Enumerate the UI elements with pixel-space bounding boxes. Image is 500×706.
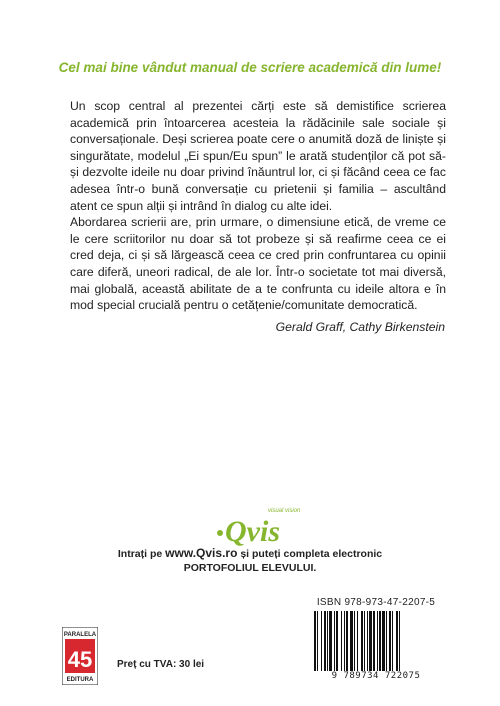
- qvis-info: [0, 546, 500, 575]
- qvis-url[interactable]: www.Qvis.ro: [165, 546, 238, 560]
- author-credit: Gerald Graff, Cathy Birkenstein: [275, 320, 445, 334]
- publisher-line2: EDITURA: [66, 677, 94, 683]
- qvis-logo: [210, 503, 300, 547]
- isbn-number: ISBN 978-973-47-2207-5: [316, 597, 436, 608]
- publisher-number: 45: [67, 647, 93, 672]
- headline: Cel mai bine vândut manual de scriere academică din lume!: [58, 60, 442, 75]
- barcode: [312, 611, 440, 671]
- qvis-brand: Qvis: [225, 515, 280, 547]
- barcode-digits: 9 789734 722075: [331, 671, 421, 681]
- blurb: [70, 98, 446, 314]
- publisher-logo: [62, 627, 98, 685]
- price-label: Preț cu TVA: 30 lei: [117, 659, 205, 670]
- qvis-info-line2: PORTOFOLIUL ELEVULUI.: [183, 562, 317, 574]
- qvis-info-prefix: Intrați pe: [117, 548, 166, 560]
- qvis-info-suffix: și puteți completa electronic: [237, 548, 383, 560]
- publisher-line1: PARALELA: [63, 632, 97, 638]
- blurb-paragraph-1: Un scop central al prezentei cărți este să demistifice scrierea academică prin întoarcerea acesteia la rădăcinile sale sociale și conversaționale. Deși scrierea poate cere o anumită doză de liniște și singurătate, modelul „Ei spun/Eu spun” le arată studenților că pot să-și dezvolte ideile nu doar privind înăuntrul lor, ci și făcând ceea ce fac adesea într-o bună conversație cu prietenii și familia – ascultând atent ce spun alții și intrând în dialog cu alte idei.: [70, 99, 446, 213]
- isbn-block: [308, 597, 444, 687]
- blurb-paragraph-2: Abordarea scrierii are, prin urmare, o dimensiune etică, de vreme ce le cere scriitorilor nu doar să tot probeze și să reafirme ceea ce ei cred deja, ci și să lărgească ceea ce cred prin confruntarea cu opinii care diferă, uneori radical, de ale lor. Într-o societate tot mai diversă, mai globală, această abilitate de a te confrunta cu ideile altora e în mod special crucială pentru o cetățenie/comunitate democratică.: [70, 215, 446, 313]
- qvis-tagline: visual vision: [268, 508, 300, 514]
